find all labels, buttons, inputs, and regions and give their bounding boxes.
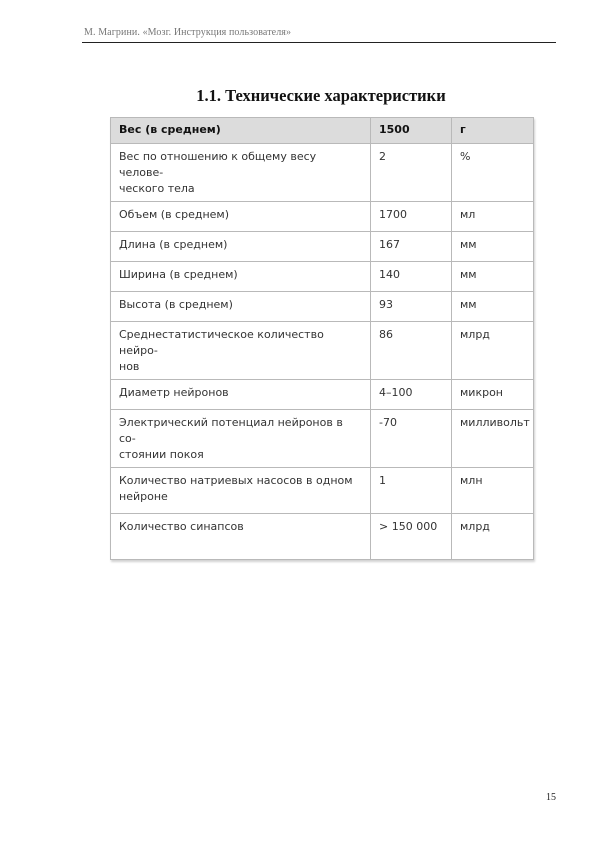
header-cell-unit: г xyxy=(452,118,534,144)
value-cell: 93 xyxy=(371,292,452,322)
unit-cell: % xyxy=(452,144,534,202)
table-row xyxy=(111,292,534,322)
param-cell: Вес по отношению к общему весу челове- ческого тела xyxy=(111,144,371,202)
running-header: М. Магрини. «Мозг. Инструкция пользователя» xyxy=(84,27,292,38)
param-cell: Высота (в среднем) xyxy=(111,292,371,322)
table-header-row xyxy=(111,118,534,144)
value-cell: 1700 xyxy=(371,202,452,232)
param-cell: Диаметр нейронов xyxy=(111,380,371,410)
value-cell: > 150 000 xyxy=(371,514,452,560)
unit-cell: микрон xyxy=(452,380,534,410)
value-cell: -70 xyxy=(371,410,452,468)
section-title: 1.1. Технические характеристики xyxy=(196,86,446,105)
value-cell: 1 xyxy=(371,468,452,514)
value-cell: 4–100 xyxy=(371,380,452,410)
page-number: 15 xyxy=(546,792,556,803)
value-cell: 140 xyxy=(371,262,452,292)
param-cell: Количество синапсов xyxy=(111,514,371,560)
param-cell: Длина (в среднем) xyxy=(111,232,371,262)
param-cell: Объем (в среднем) xyxy=(111,202,371,232)
value-cell: 86 xyxy=(371,322,452,380)
unit-cell: млн xyxy=(452,468,534,514)
table-row xyxy=(111,410,534,468)
table-row xyxy=(111,232,534,262)
value-cell: 167 xyxy=(371,232,452,262)
param-cell: Среднестатистическое количество нейро- нов xyxy=(111,322,371,380)
table-row xyxy=(111,514,534,560)
unit-cell: млрд xyxy=(452,322,534,380)
table-row xyxy=(111,380,534,410)
unit-cell: мм xyxy=(452,262,534,292)
unit-cell: милливольт xyxy=(452,410,534,468)
table-row xyxy=(111,262,534,292)
param-cell: Количество натриевых насосов в одном нейроне xyxy=(111,468,371,514)
value-cell: 2 xyxy=(371,144,452,202)
param-cell: Ширина (в среднем) xyxy=(111,262,371,292)
header-cell-param: Вес (в среднем) xyxy=(111,118,371,144)
table-row xyxy=(111,144,534,202)
specifications-table xyxy=(110,117,534,560)
header-cell-value: 1500 xyxy=(371,118,452,144)
table-row xyxy=(111,202,534,232)
param-cell: Электрический потенциал нейронов в со- стоянии покоя xyxy=(111,410,371,468)
table-row xyxy=(111,322,534,380)
header-rule xyxy=(82,42,556,43)
unit-cell: мм xyxy=(452,292,534,322)
unit-cell: млрд xyxy=(452,514,534,560)
unit-cell: мл xyxy=(452,202,534,232)
table-row xyxy=(111,468,534,514)
unit-cell: мм xyxy=(452,232,534,262)
